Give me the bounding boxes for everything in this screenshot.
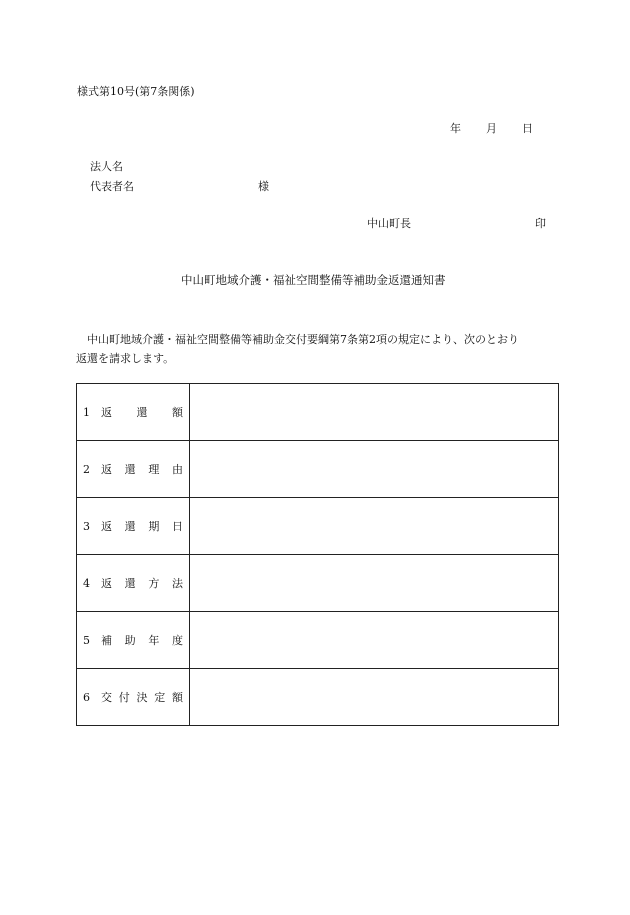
row-label [77, 407, 189, 418]
row-value-cell[interactable] [190, 441, 559, 498]
date-line [450, 123, 533, 134]
row-label-char: 額 [172, 690, 183, 704]
row-label-char: 日 [171, 519, 183, 533]
row-number: 4 [83, 576, 90, 590]
refund-details-table [76, 383, 559, 726]
body-line-1-text: 中山町地域介護・福祉空間整備等補助金交付要綱第7条第2項の規定により、次のとおり [87, 333, 519, 346]
row-label [77, 635, 189, 646]
document-title: 中山町地域介護・福祉空間整備等補助金返還通知書 [181, 273, 446, 287]
row-label-char: 助 [124, 633, 136, 647]
row-label-char: 年 [148, 633, 160, 647]
row-label-cell [77, 612, 190, 669]
row-label-text [101, 635, 183, 646]
row-label-char: 還 [124, 576, 136, 590]
row-label-cell [77, 555, 190, 612]
row-value-cell[interactable] [190, 555, 559, 612]
table-row [77, 441, 559, 498]
representative-name-label: 代表者名 [90, 180, 134, 193]
row-value-cell[interactable] [190, 612, 559, 669]
row-label-char: 定 [154, 690, 166, 704]
table-row [77, 498, 559, 555]
row-label-text [101, 407, 183, 418]
row-label-char: 補 [101, 633, 112, 647]
row-label-text [101, 521, 183, 532]
row-number: 5 [83, 633, 90, 647]
row-label-char: 返 [101, 405, 112, 419]
body-line-2: 返還を請求します。 [76, 352, 175, 365]
row-label [77, 578, 189, 589]
table-row [77, 612, 559, 669]
honorific-sama: 様 [258, 180, 269, 193]
row-label-text [101, 692, 183, 703]
row-number: 1 [83, 405, 90, 419]
body-paragraph [76, 330, 562, 368]
row-label-char: 返 [101, 462, 112, 476]
row-label [77, 521, 189, 532]
row-label-char: 法 [171, 576, 183, 590]
row-label-text [101, 578, 183, 589]
row-label [77, 464, 189, 475]
row-label-char: 度 [171, 633, 183, 647]
seal-mark: 印 [535, 217, 546, 230]
row-label-char: 理 [148, 462, 160, 476]
corporation-name-label: 法人名 [90, 160, 123, 173]
row-value-cell[interactable] [190, 669, 559, 726]
row-label-char: 方 [148, 576, 160, 590]
row-number: 3 [83, 519, 90, 533]
row-number: 6 [83, 690, 90, 704]
date-year-label: 年 [450, 122, 461, 135]
form-number: 様式第10号(第7条関係) [77, 85, 195, 98]
date-month-label: 月 [486, 122, 497, 135]
row-label-cell [77, 441, 190, 498]
date-day-label: 日 [522, 122, 533, 135]
mayor-line [367, 218, 546, 229]
row-label-char: 決 [136, 690, 148, 704]
row-label [77, 692, 189, 703]
table-row [77, 555, 559, 612]
representative-line [90, 181, 269, 192]
row-label-char: 返 [101, 519, 112, 533]
row-label-cell [77, 498, 190, 555]
row-label-char: 返 [101, 576, 112, 590]
row-label-char: 還 [124, 519, 136, 533]
row-number: 2 [83, 462, 90, 476]
body-line-1 [76, 330, 562, 349]
row-label-char: 交 [101, 690, 112, 704]
row-value-cell[interactable] [190, 498, 559, 555]
row-label-text [101, 464, 183, 475]
mayor-title: 中山町長 [367, 217, 411, 230]
row-label-cell [77, 669, 190, 726]
table-row [77, 384, 559, 441]
row-label-char: 還 [136, 405, 148, 419]
row-value-cell[interactable] [190, 384, 559, 441]
row-label-char: 付 [118, 690, 130, 704]
row-label-char: 還 [124, 462, 136, 476]
row-label-char: 期 [148, 519, 160, 533]
table-row [77, 669, 559, 726]
row-label-char: 額 [172, 405, 183, 419]
row-label-cell [77, 384, 190, 441]
row-label-char: 由 [171, 462, 183, 476]
